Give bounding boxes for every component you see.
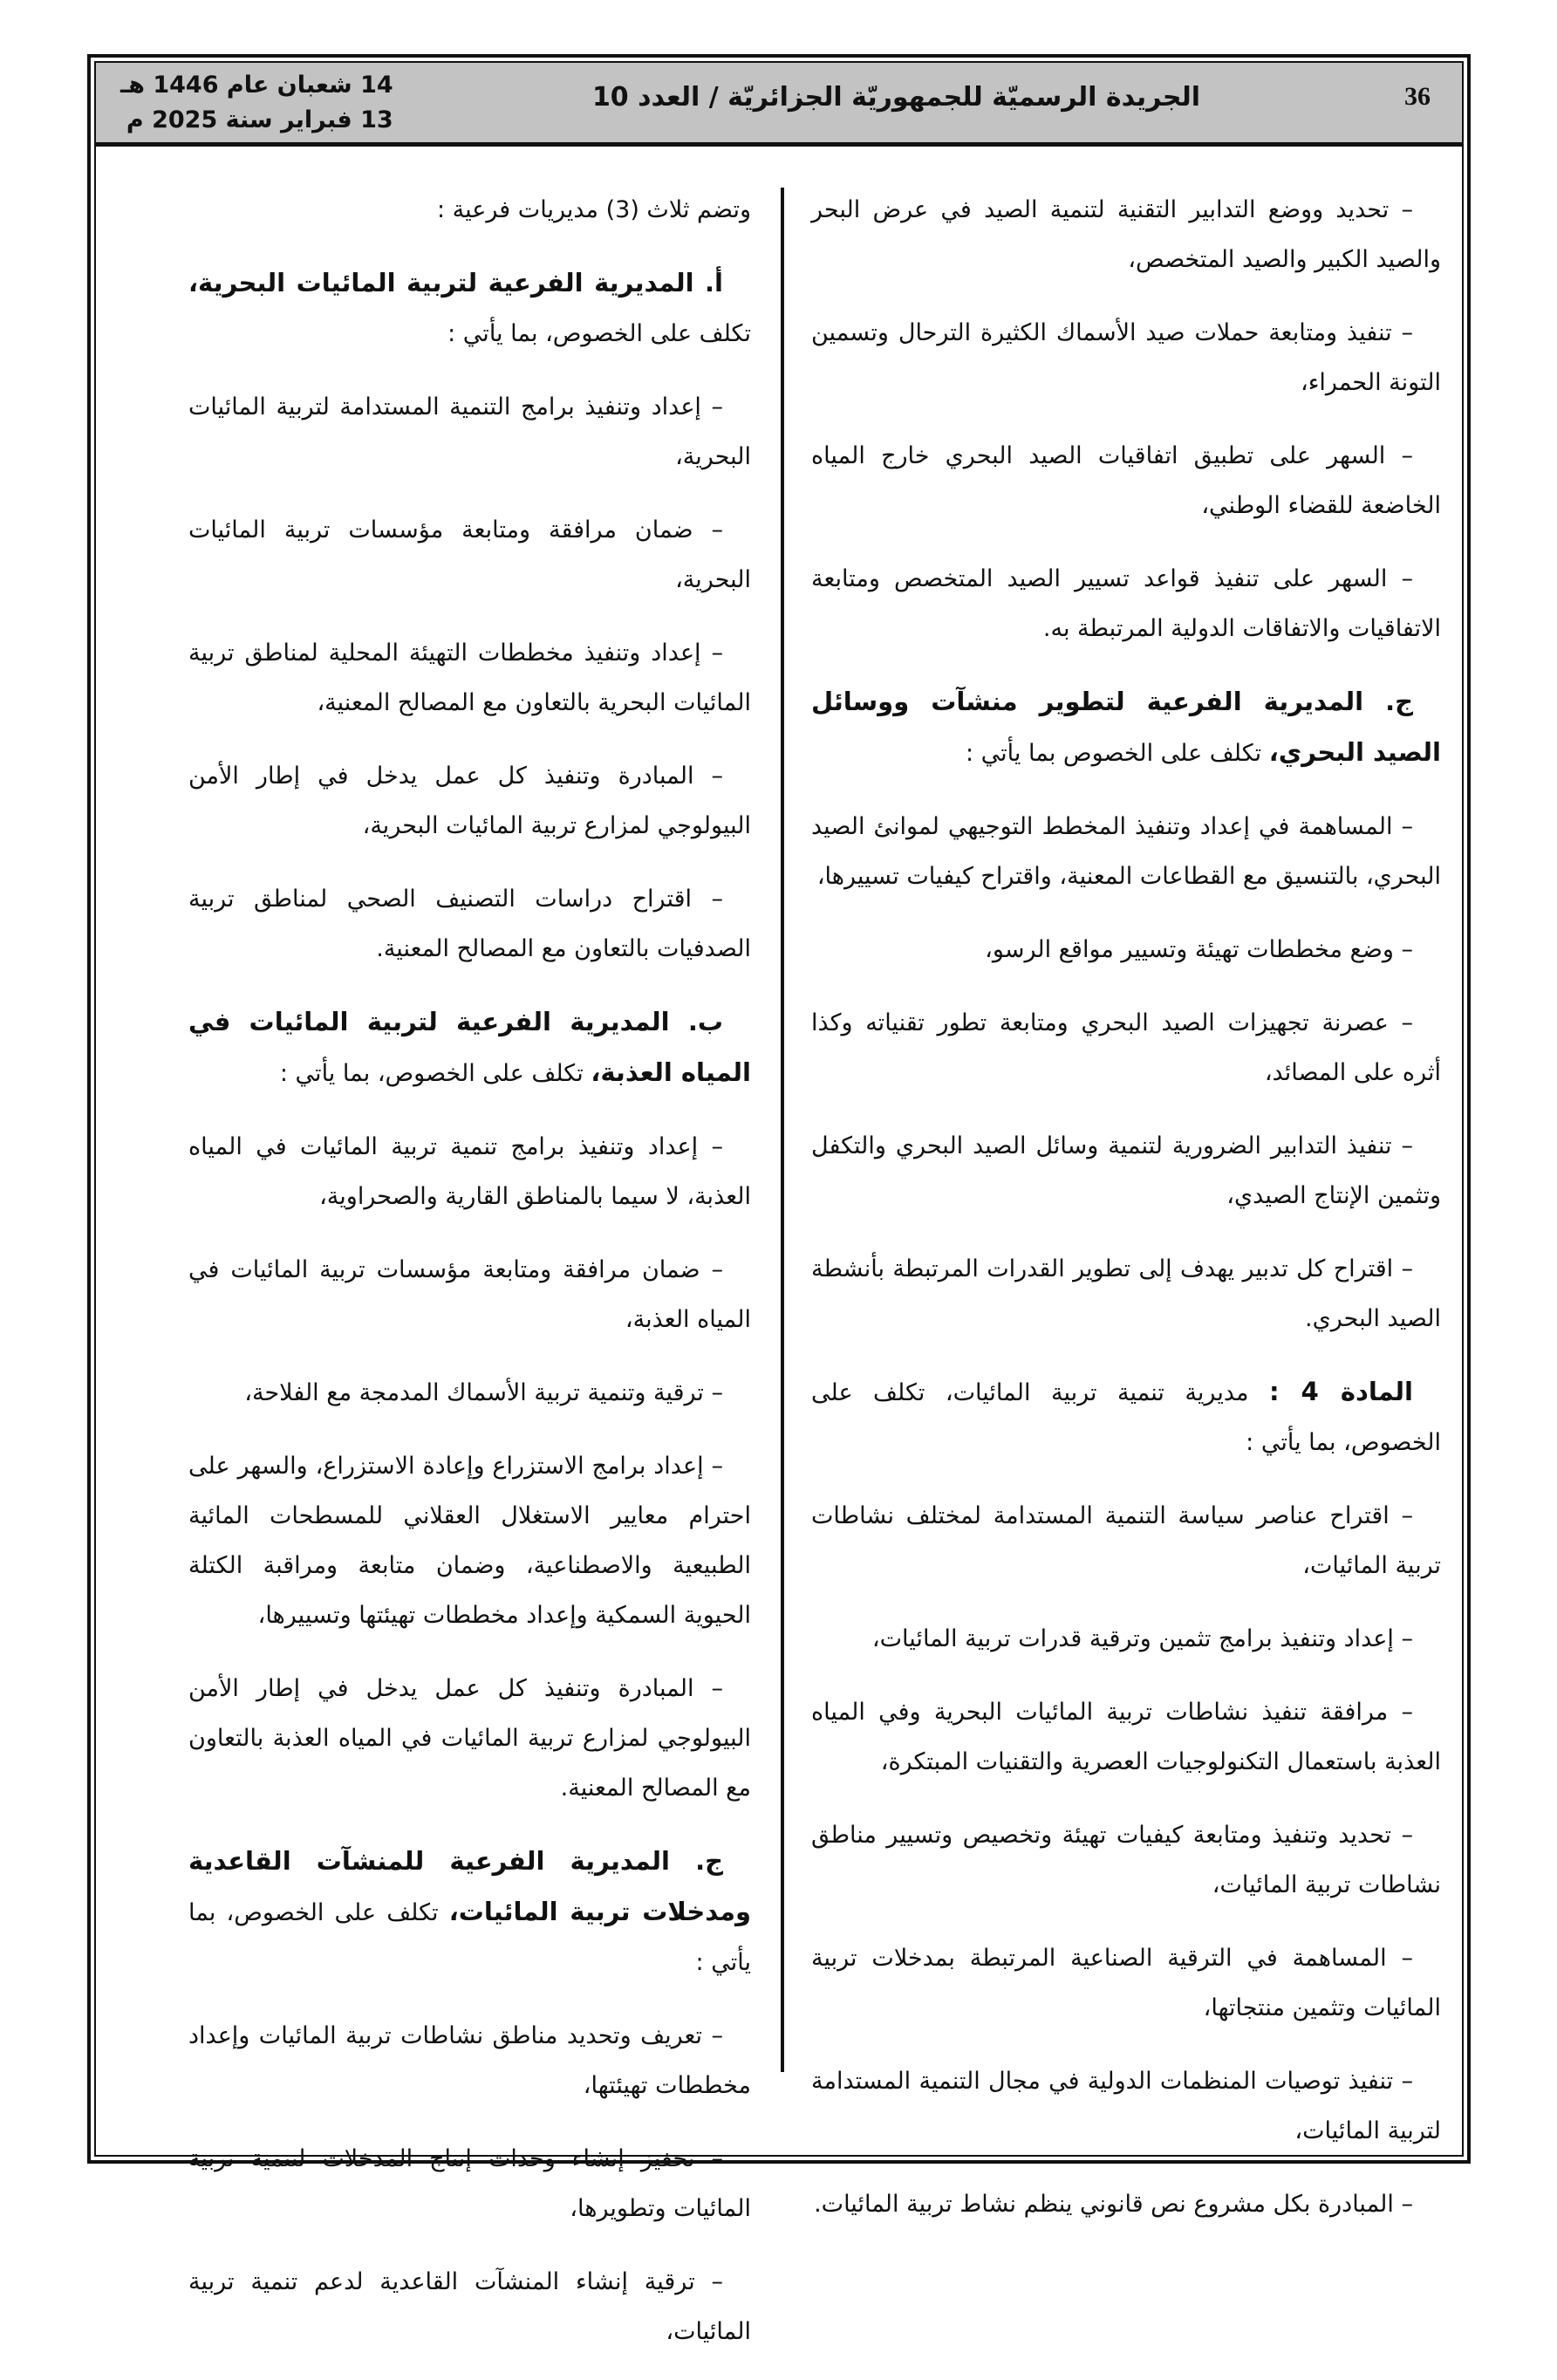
list-item: – إعداد وتنفيذ برامج تثمين وترقية قدرات تربية المائيات، — [871, 1625, 1413, 1652]
section-heading — [188, 1836, 751, 1987]
page-number: 36 — [1404, 82, 1431, 111]
date-hijri: 14 شعبان عام 1446 هـ — [120, 72, 393, 99]
list-item: – ترقية إنشاء المنشآت القاعدية لدعم تنمية تربية المائيات، — [188, 2268, 751, 2345]
section-title: أ. المديرية الفرعية لتربية المائيات البحرية، — [188, 268, 723, 298]
issue-date — [120, 68, 393, 138]
list-item: – ضمان مرافقة ومتابعة مؤسسات تربية المائيات في المياه العذبة، — [188, 1256, 751, 1333]
section-intro: تكلف على الخصوص، بما يأتي : — [279, 1060, 591, 1087]
gazette-title: الجريدة الرسميّة للجمهوريّة الجزائريّة / العدد 10 — [591, 82, 1200, 113]
list-item: – تنفيذ التدابير الضرورية لتنمية وسائل الصيد البحري والتكفل وتثمين الإنتاج الصيدي، — [811, 1132, 1441, 1209]
list-item: – المساهمة في الترقية الصناعية المرتبطة بمدخلات تربية المائيات وتثمين منتجاتها، — [811, 1945, 1441, 2021]
section-intro: تكلف على الخصوص، بما يأتي : — [447, 320, 751, 347]
list-item: – اقتراح دراسات التصنيف الصحي لمناطق تربية الصدفيات بالتعاون مع المصالح المعنية. — [188, 886, 751, 962]
section-intro: تكلف على الخصوص بما يأتي : — [965, 740, 1269, 767]
list-item: – إعداد برامج الاستزراع وإعادة الاستزراع، والسهر على احترام معايير الاستغلال العقلاني للمسطحات المائية الطبيعية والاصطناعية، وضمان متابعة ومراقبة الكتلة الحيوية السمكية وإعداد مخططات تهيئتها وتسييرها، — [188, 1453, 751, 1629]
list-item: – تحديد ووضع التدابير التقنية لتنمية الصيد في عرض البحر والصيد الكبير والصيد المتخصص، — [811, 196, 1441, 273]
list-item: – إعداد وتنفيذ برامج تنمية تربية المائيات في المياه العذبة، لا سيما بالمناطق القارية والصحراوية، — [188, 1133, 751, 1210]
list-item: – إعداد وتنفيذ برامج التنمية المستدامة لتربية المائيات البحرية، — [188, 393, 751, 470]
list-item: – مرافقة تنفيذ نشاطات تربية المائيات البحرية وفي المياه العذبة باستعمال التكنولوجيات العصرية والتقنيات المبتكرة، — [811, 1699, 1441, 1775]
gazette-header — [96, 63, 1462, 147]
intro-paragraph: وتضم ثلاث (3) مديريات فرعية : — [437, 196, 751, 223]
list-item: – اقتراح كل تدبير يهدف إلى تطوير القدرات المرتبطة بأنشطة الصيد البحري. — [811, 1255, 1441, 1332]
list-item: – ضمان مرافقة ومتابعة مؤسسات تربية المائيات البحرية، — [188, 516, 751, 593]
list-item: – المبادرة بكل مشروع نص قانوني ينظم نشاط تربية المائيات. — [814, 2191, 1413, 2218]
left-column — [188, 185, 751, 2380]
section-title: ب. المديرية الفرعية لتربية المائيات في المياه العذبة، — [188, 1007, 751, 1087]
section-intro: مديرية تنمية تربية المائيات، تكلف على الخصوص، بما يأتي : — [811, 1379, 1441, 1456]
list-item: – تعريف وتحديد مناطق نشاطات تربية المائيات وإعداد مخططات تهيئتها، — [188, 2022, 751, 2099]
section-heading — [188, 997, 751, 1098]
list-item: – المبادرة وتنفيذ كل عمل يدخل في إطار الأمن البيولوجي لمزارع تربية المائيات في المياه العذبة بالتعاون مع المصالح المعنية. — [188, 1675, 751, 1802]
section-title: ج. المديرية الفرعية لتطوير منشآت ووسائل الصيد البحري، — [811, 687, 1441, 767]
right-column — [811, 185, 1441, 2253]
list-item: – تحديد وتنفيذ ومتابعة كيفيات تهيئة وتخصيص وتسيير مناطق نشاطات تربية المائيات، — [811, 1822, 1441, 1898]
list-item: – المبادرة وتنفيذ كل عمل يدخل في إطار الأمن البيولوجي لمزارع تربية المائيات البحرية، — [188, 763, 751, 839]
list-item: – وضع مخططات تهيئة وتسيير مواقع الرسو، — [985, 936, 1413, 963]
list-item: – السهر على تطبيق اتفاقيات الصيد البحري خارج المياه الخاضعة للقضاء الوطني، — [811, 442, 1441, 519]
list-item: – المساهمة في إعداد وتنفيذ المخطط التوجيهي لموانئ الصيد البحري، بالتنسيق مع القطاعات المعنية، واقتراح كيفيات تسييرها، — [811, 813, 1441, 890]
list-item: – السهر على تنفيذ قواعد تسيير الصيد المتخصص ومتابعة الاتفاقيات والاتفاقات الدولية المرتبطة به. — [811, 565, 1441, 642]
section-heading — [811, 677, 1441, 778]
date-gregorian: 13 فبراير سنة 2025 م — [126, 106, 393, 133]
list-item: – إعداد وتنفيذ مخططات التهيئة المحلية لمناطق تربية المائيات البحرية بالتعاون مع المصالح المعنية، — [188, 639, 751, 716]
list-item: – تنفيذ ومتابعة حملات صيد الأسماك الكثيرة الترحال وتسمين التونة الحمراء، — [811, 319, 1441, 396]
column-divider — [781, 188, 784, 2072]
section-title: المادة 4 : — [1268, 1377, 1413, 1406]
section-heading — [188, 258, 751, 359]
list-item: – ترقية وتنمية تربية الأسماك المدمجة مع الفلاحة، — [244, 1379, 723, 1406]
section-title: ج. المديرية الفرعية للمنشآت القاعدية ومدخلات تربية المائيات، — [188, 1846, 751, 1926]
list-item: – تحفيز إنشاء وحدات إنتاج المدخلات لتنمية تربية المائيات وتطويرها، — [188, 2145, 751, 2222]
list-item: – تنفيذ توصيات المنظمات الدولية في مجال التنمية المستدامة لتربية المائيات، — [811, 2068, 1441, 2144]
section-heading — [811, 1367, 1441, 1467]
section-intro: تكلف على الخصوص، بما يأتي : — [188, 1899, 751, 1976]
list-item: – عصرنة تجهيزات الصيد البحري ومتابعة تطور تقنياته وكذا أثره على المصائد، — [811, 1009, 1441, 1086]
list-item: – اقتراح عناصر سياسة التنمية المستدامة لمختلف نشاطات تربية المائيات، — [811, 1502, 1441, 1579]
